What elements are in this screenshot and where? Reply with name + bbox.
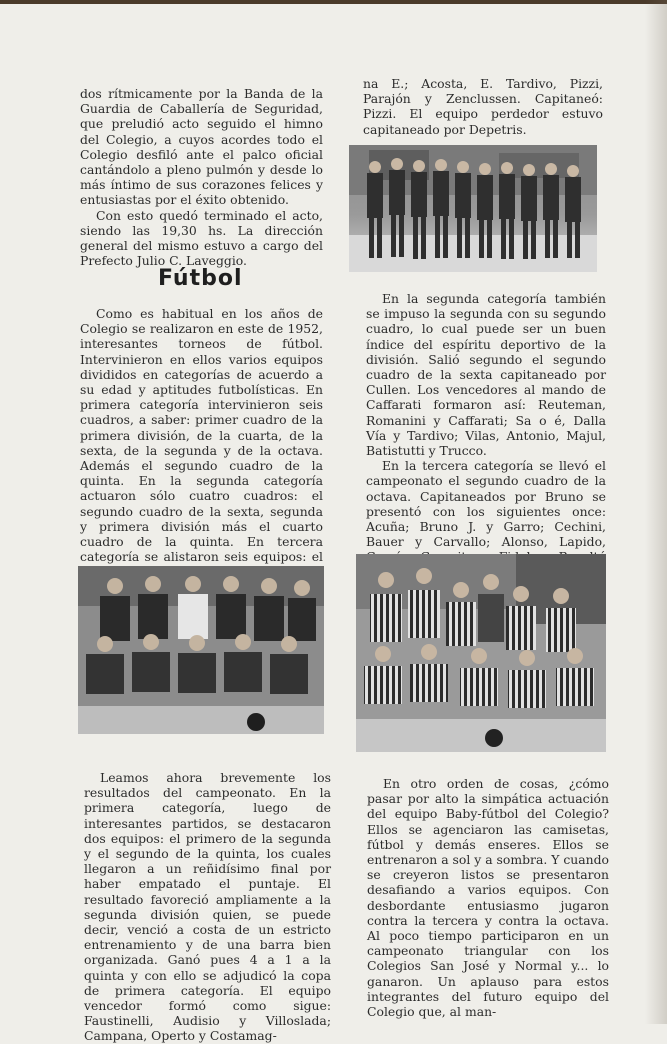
- photo-team-dark-shirts-graphic: [78, 566, 324, 734]
- paragraph: Con esto quedó terminado el acto, siendo las 19,30 hs. La dirección general del mismo estuvo a cargo del Prefecto Julio C. Laveggio.: [80, 207, 323, 269]
- photo-girls-team-graphic: [349, 145, 597, 272]
- paragraph: Leamos ahora brevemente los resultados del campeonato. En la primera categoría, luego de interesantes partidos, se destacaron dos equipos: el primero de la segunda y el segundo de la quinta, los cuales llegaron a un reñidísimo final por haber empatado el puntaje. El resultado favoreció ampliamente a la segunda división quien, se puede decir, venció a costa de un estricto entrenamiento y de una barra bien organizada. Ganó pues 4 a 1 a la quinta y con ello se adjudicó la copa de primera categoría. El equipo vencedor formó como sigue: Faustinelli, Audisio y Villoslada; Campana, Operto y Costamag-: [84, 770, 331, 1044]
- paragraph: En la segunda categoría también se impuso la segunda con su segundo cuadro, lo cual puede ser un buen índice del espíritu deportivo de la división. Salió segundo el segundo cuadro de la sexta capitaneado por Cullen. Los vencedores al mando de Caffarati formaron así: Reuteman, Romanini y Caffarati; Sa o é, Dalla Vía y Tardivo; Vilas, Antonio, Majul, Batistutti y Trucco.: [366, 291, 606, 459]
- right-column-bottom-text: [367, 776, 609, 1019]
- right-column-middle-text: [366, 291, 606, 595]
- photo-team-striped-shirts: [356, 554, 606, 752]
- photo-girls-team: [349, 145, 597, 272]
- photo-team-striped-shirts-graphic: [356, 554, 606, 752]
- photo-team-dark-shirts: [78, 566, 324, 734]
- paragraph: na E.; Acosta, E. Tardivo, Pizzi, Parajón y Zenclussen. Capitaneó: Pizzi. El equipo perdedor estuvo capitaneado por Depetris.: [363, 76, 603, 137]
- right-column-top-text: [363, 76, 603, 137]
- paragraph: dos rítmicamente por la Banda de la Guardia de Caballería de Seguridad, que preludió acto seguido el himno del Colegio, a cuyos acordes todo el Colegio desfiló ante el palco oficial cantándolo a pleno pulmón y desde lo más íntimo de sus corazones felices y entusiastas por el éxito obtenido.: [80, 86, 323, 208]
- left-column-bottom-text: [84, 770, 331, 1044]
- paragraph: En otro orden de cosas, ¿cómo pasar por alto la simpática actuación del equipo Baby-fútbol del Colegio? Ellos se agenciaron las camisetas, fútbol y demás enseres. Ellos se entrenaron a sol y a sombra. Y cuando se creyeron listos se presentaron desafiando a varios equipos. Con desbordante entusiasmo jugaron contra la tercera y contra la octava. Al poco tiempo participaron en un campeonato triangular con los Colegios San José y Normal y... lo ganaron. Un aplauso para estos integrantes del futuro equipo del Colegio que, al man-: [367, 776, 610, 1020]
- left-column-top-text: [80, 86, 323, 268]
- section-title-futbol: Fútbol: [158, 266, 243, 291]
- paragraph: Como es habitual en los años de Colegio se realizaron en este de 1952, interesantes torneos de fútbol. Intervinieron en ellos varios equipos divididos en categorías de acuerdo a su edad y aptitudes futbolísticas. En primera categoría intervinieron seis cuadros, a saber: primer cuadro de la primera división, de la cuarta, de la sexta, de la segunda y de la octava. Además el segundo cuadro de la quinta. En la segunda categoría actuaron sólo cuatro cuadros: el segundo cuadro de la sexta, segunda y primera división más el cuarto cuadro de la quinta. En tercera categoría se alistaron seis equipos: el: [80, 306, 323, 565]
- paragraph: En la tercera categoría se llevó el campeonato el segundo cuadro de la octava. Capitaneados por Bruno se presentó con los siguientes once: Acuña; Bruno J. y Garro; Cechini, Bauer y Carvallo; Alonso, Lapido,: [366, 458, 606, 550]
- page-gutter-shadow: [645, 0, 667, 1024]
- page-top-edge: [0, 0, 667, 4]
